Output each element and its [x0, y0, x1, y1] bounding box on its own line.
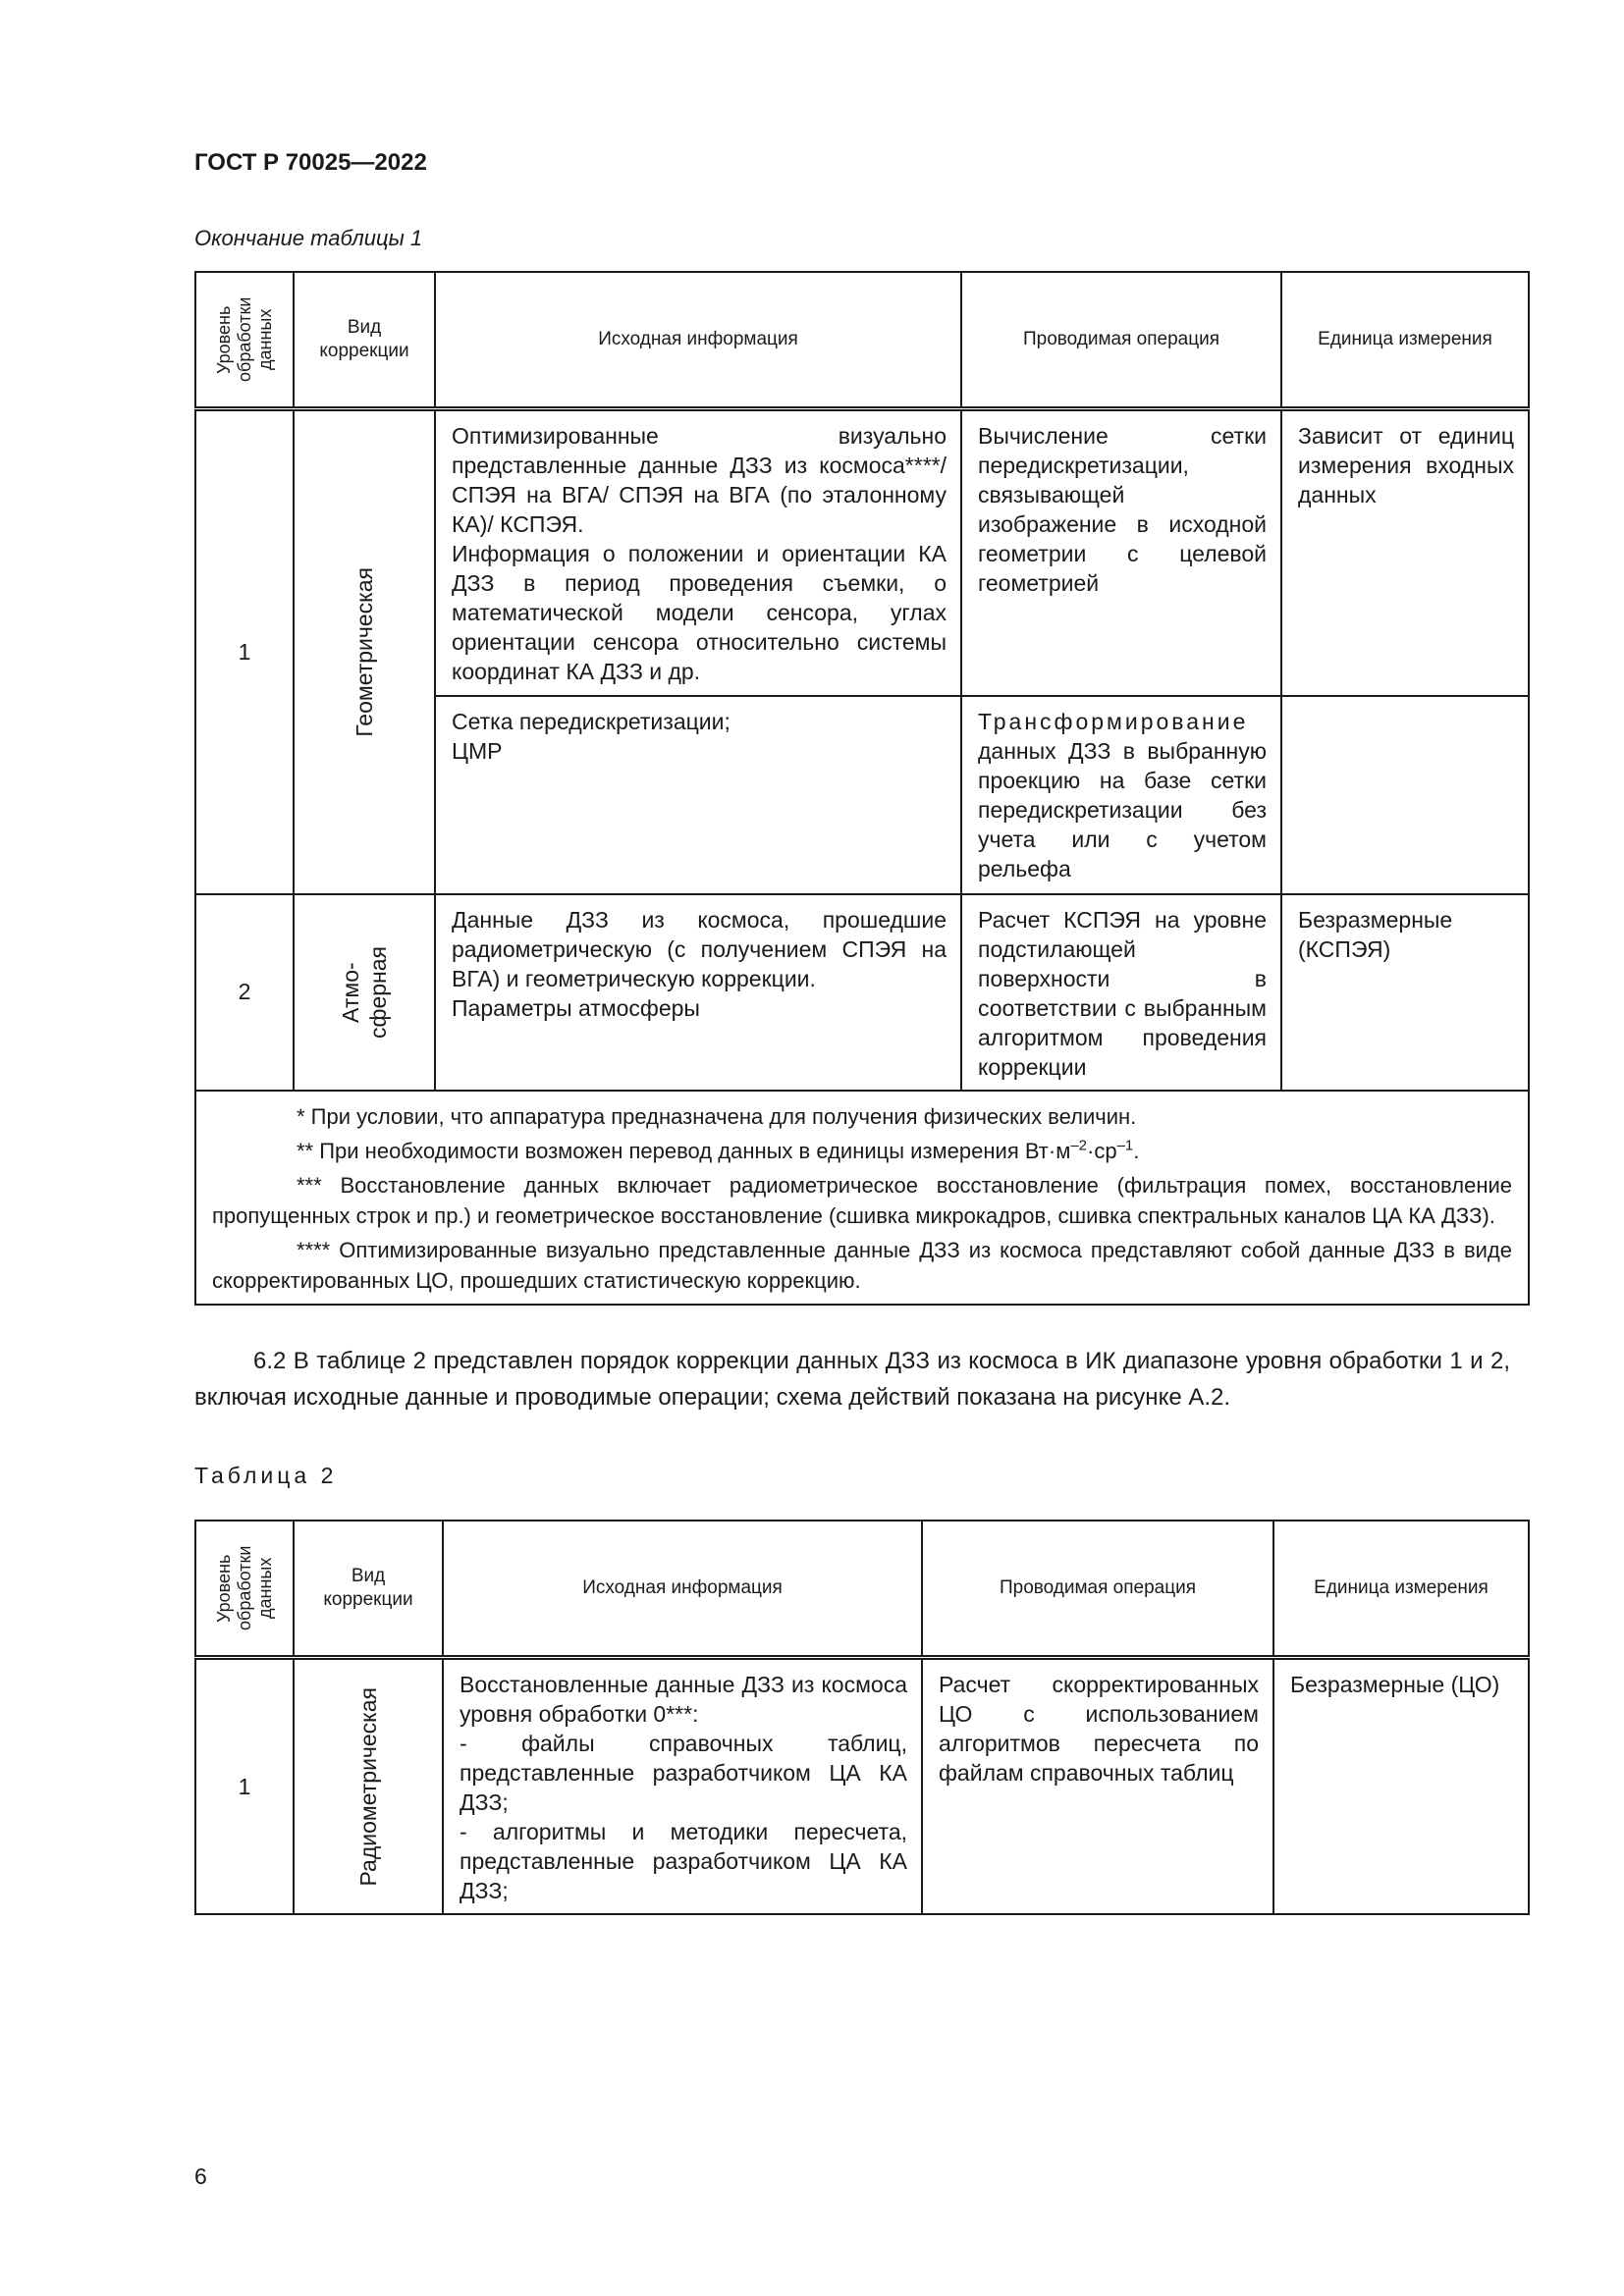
table2-caption: Таблица 2 [194, 1463, 338, 1488]
table2-header-row [195, 1521, 1529, 1658]
table-2 [194, 1520, 1530, 1915]
table2-correction-cell: Радиометрическая [294, 1658, 443, 1915]
table2-col-correction: Вид коррекции [294, 1521, 443, 1658]
table1-correction-cell: Атмо- сферная [294, 894, 435, 1091]
table1-col-level: Уровень обработки данных [195, 272, 294, 409]
table2-source-cell: Восстановленные данные ДЗЗ из космоса уровня обработки 0***: - файлы справочных таблиц, представленные разработчиком ЦА КА ДЗЗ; - алгоритмы и методики пересчета, представленные разработчиком ЦА КА ДЗЗ; [443, 1658, 922, 1915]
table1-col-correction: Вид коррекции [294, 272, 435, 409]
table1-caption: Окончание таблицы 1 [194, 226, 423, 250]
table2-col-source: Исходная информация [443, 1521, 922, 1658]
section-paragraph: 6.2 В таблице 2 представлен порядок коррекции данных ДЗЗ из космоса в ИК диапазоне уровня обработки 1 и 2, включая исходные данные и проводимые операции; схема действий показана на рисунке А.2. [194, 1348, 1510, 1411]
table1-level-cell: 1 [195, 409, 294, 894]
table1-correction-cell: Геометрическая [294, 409, 435, 894]
table2-col-operation: Проводимая операция [922, 1521, 1273, 1658]
table1-unit-cell: Безразмерные (КСПЭЯ) [1281, 894, 1529, 1091]
table1-col-source: Исходная информация [435, 272, 961, 409]
table1-notes [195, 1091, 1529, 1305]
table1-col-operation: Проводимая операция [961, 272, 1281, 409]
document-header: ГОСТ Р 70025—2022 [194, 149, 427, 176]
table2-col-level: Уровень обработки данных [195, 1521, 294, 1658]
footnote-2: ** При необходимости возможен перевод данных в единицы измерения $Вт\cdot м^{-2}\cdot ср^{-1}$. [297, 1137, 1140, 1163]
table1-notes-row [195, 1091, 1529, 1305]
table2-level-cell: 1 [195, 1658, 294, 1915]
table-1 [194, 271, 1530, 1306]
table2-unit-cell: Безразмерные (ЦО) [1273, 1658, 1529, 1915]
table1-unit-cell: Зависит от единиц измерения входных данных [1281, 409, 1529, 696]
table1-header-row [195, 272, 1529, 409]
footnote-1: * При условии, что аппаратура предназначена для получения физических величин. [297, 1103, 1137, 1129]
table1-operation-cell: Трансформирование данных ДЗЗ в выбранную проекцию на базе сетки передискретизации без учета или с учетом рельефа [961, 696, 1281, 894]
table-row [195, 409, 1529, 696]
table1-col-unit: Единица измерения [1281, 272, 1529, 409]
table-row [195, 1658, 1529, 1915]
table1-source-cell: Сетка передискретизации; ЦМР [435, 696, 961, 894]
footnote-4: **** Оптимизированные визуально представленные данные ДЗЗ из космоса представляют собой данные ДЗЗ в виде скорректированных ЦО, прошедших статистическую коррекцию. [212, 1237, 1512, 1293]
table1-source-cell: Данные ДЗЗ из космоса, прошедшие радиометрическую (с получением СПЭЯ на ВГА) и геометрическую коррекции. Параметры атмосферы [435, 894, 961, 1091]
table1-operation-cell: Вычисление сетки передискретизации, связывающей изображение в исходной геометрии с целевой геометрией [961, 409, 1281, 696]
footnote-3: *** Восстановление данных включает радиометрическое восстановление (фильтрация помех, восстановление пропущенных строк и пр.) и геометрическое восстановление (сшивка микрокадров, сшивка спектральных каналов ЦА КА ДЗЗ). [212, 1172, 1512, 1228]
table2-col-unit: Единица измерения [1273, 1521, 1529, 1658]
table1-source-cell: Оптимизированные визуально представленные данные ДЗЗ из космоса****/СПЭЯ на ВГА/ СПЭЯ на ВГА (по эталонному КА)/ КСПЭЯ. Информация о положении и ориентации КА ДЗЗ в период проведения съемки, о математической модели сенсора, углах ориентации сенсора относительно системы координат КА ДЗЗ и др. [435, 409, 961, 696]
table1-unit-cell [1281, 696, 1529, 894]
table-row [195, 894, 1529, 1091]
table1-operation-cell: Расчет КСПЭЯ на уровне подстилающей поверхности в соответствии с выбранным алгоритмом проведения коррекции [961, 894, 1281, 1091]
table2-operation-cell: Расчет скорректированных ЦО с использованием алгоритмов пересчета по файлам справочных таблиц [922, 1658, 1273, 1915]
table1-level-cell: 2 [195, 894, 294, 1091]
page-number: 6 [194, 2163, 207, 2189]
